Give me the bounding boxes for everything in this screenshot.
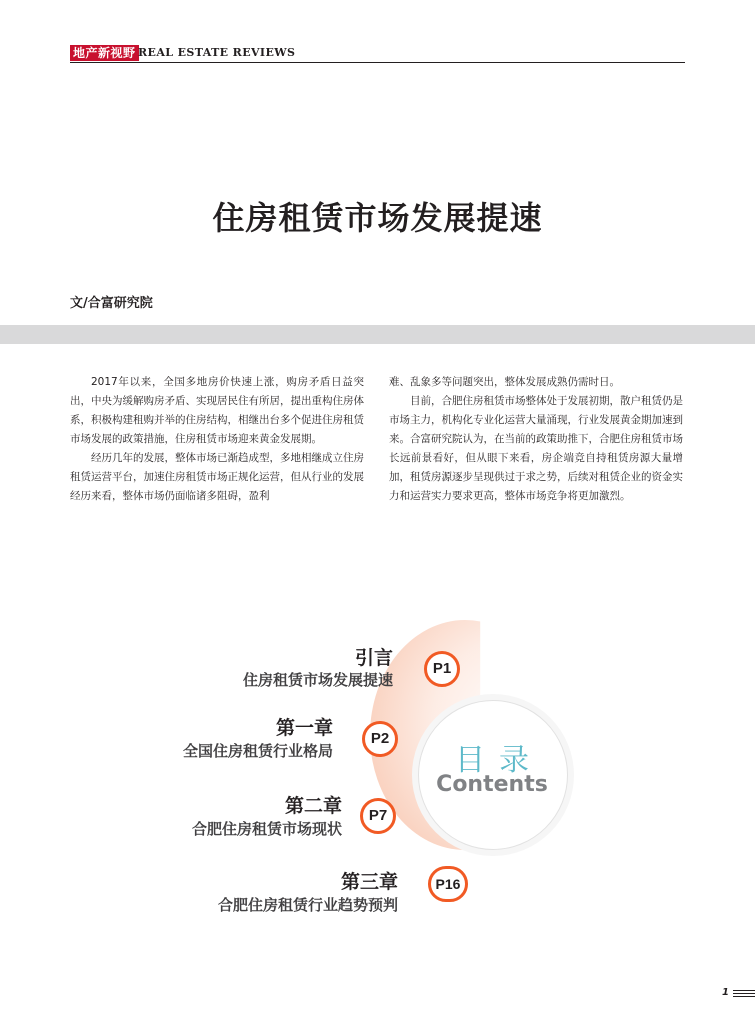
toc-item-intro-page[interactable]: P1 [424,651,460,687]
toc-item-ch1-subtitle[interactable]: 全国住房租赁行业格局 [182,742,333,760]
toc-item-ch2-page[interactable]: P7 [360,798,396,834]
masthead-badge: 地产新视野 [70,45,139,61]
toc-item-intro-heading[interactable]: 引言 [354,647,393,669]
body-column-right [389,373,683,506]
toc-item-ch2-subtitle[interactable]: 合肥住房租赁市场现状 [191,820,342,838]
toc-item-ch2-heading[interactable]: 第二章 [284,795,342,817]
toc-item-ch3-subtitle[interactable]: 合肥住房租赁行业趋势预判 [217,896,398,914]
toc-circle-english: Contents [436,772,548,797]
paragraph: 目前，合肥住房租赁市场整体处于发展初期，散户租赁仍是市场主力，机构化专业化运营大量涌现，行业发展黄金期加速到来。合富研究院认为，在当前的政策助推下，合肥住房租赁市场长远前景看好，但从眼下来看，房企端竞自持租赁房源大量增加，租赁房源逐步呈现供过于求之势，后续对租赁企业的资金实力和运营实力要求更高，整体市场竞争将更加激烈。 [389,395,683,502]
page-number-lines [733,990,755,999]
toc-item-ch3-page[interactable]: P16 [428,866,468,902]
paragraph: 2017年以来，全国多地房价快速上涨，购房矛盾日益突出，中央为缓解购房矛盾、实现居民住有所居，提出重构住房体系，积极构建租购并举的住房结构，相继出台多个促进住房租赁市场发展的政策措施，住房租赁市场迎来黄金发展期。 [70,376,364,445]
paragraph: 经历几年的发展，整体市场已渐趋成型，多地相继成立住房租赁运营平台，加速住房租赁市场正规化运营，但从行业的发展经历来看，整体市场仍面临诸多阻碍，盈利 [70,452,364,502]
paragraph: 难、乱象多等问题突出，整体发展成熟仍需时日。 [389,376,620,388]
body-column-left [70,373,364,506]
page-number: 1 [722,987,729,998]
toc-item-intro-subtitle[interactable]: 住房租赁市场发展提速 [242,671,393,689]
grey-band [0,325,755,344]
article-title: 住房租赁市场发展提速 [212,199,543,237]
toc-item-ch3-heading[interactable]: 第三章 [340,871,398,893]
masthead-rule [70,62,685,63]
toc-item-ch1-page[interactable]: P2 [362,721,398,757]
toc-circle-chinese: 目录 [455,743,543,778]
masthead-title: REAL ESTATE REVIEWS [138,46,296,59]
toc-item-ch1-heading[interactable]: 第一章 [275,717,333,739]
byline: 文/合富研究院 [70,296,153,311]
